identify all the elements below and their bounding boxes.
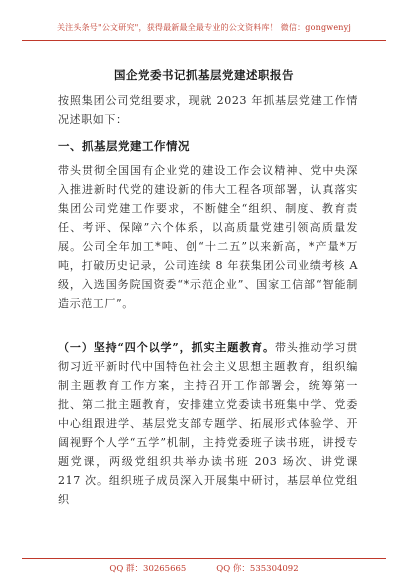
footer-qq-group: QQ 群：30265665 — [109, 564, 187, 574]
section-paragraph: 带头贯彻全国国有企业党的建设工作会议精神、党中央深入推进新时代党的建设新的伟大工程各项部署，认真落实集团公司党建工作要求，不断健全“组织、制度、教育责任、考评、保障”六个体系，以高质量党建引领高质量发展。公司全年加工*吨、创“十二五”以来新高，*产量*万吨，打破历史记录，公司连续 8 年获集团公司业绩考核 A 级，入选国务院国资委“*示范企业”、国家工信部“智能制造示范工厂”。 — [58, 164, 358, 310]
header-banner: 关注头条号"公文研究"，获得最新最全最专业的公文资料库！ 微信：gongwenyj — [56, 23, 352, 32]
header-divider — [22, 40, 386, 41]
subsection-paragraph — [58, 338, 358, 509]
intro-paragraph: 按照集团公司党组要求，现就 2023 年抓基层党建工作情况述职如下： — [58, 94, 358, 126]
subsection-body: 带头推动学习贯彻习近平新时代中国特色社会主义思想主题教育，组织编制主题教育工作方案，主持召开工作部署会，统筹第一批、第二批主题教育，安排建立党委读书班集中学、党委中心组跟进学、基层党支部专题学、拓展形式体验学、开阔视野个人学“五学”机制，主持党委班子读书班，讲授专题党课，两级党组织共举办读书班 203 场次、讲党课 217 次。组织班子成员深入开展集中研讨，基层单位党组织 — [58, 341, 358, 506]
document-title: 国企党委书记抓基层党建述职报告 — [114, 68, 294, 82]
section-heading: 一、抓基层党建工作情况 — [58, 139, 190, 153]
subsection-lead: （一）坚持“四个以学”，抓实主题教育。 — [58, 341, 275, 354]
footer — [0, 562, 408, 574]
footer-divider — [22, 558, 386, 559]
footer-qq-contact: QQ 你：535304092 — [216, 564, 299, 574]
